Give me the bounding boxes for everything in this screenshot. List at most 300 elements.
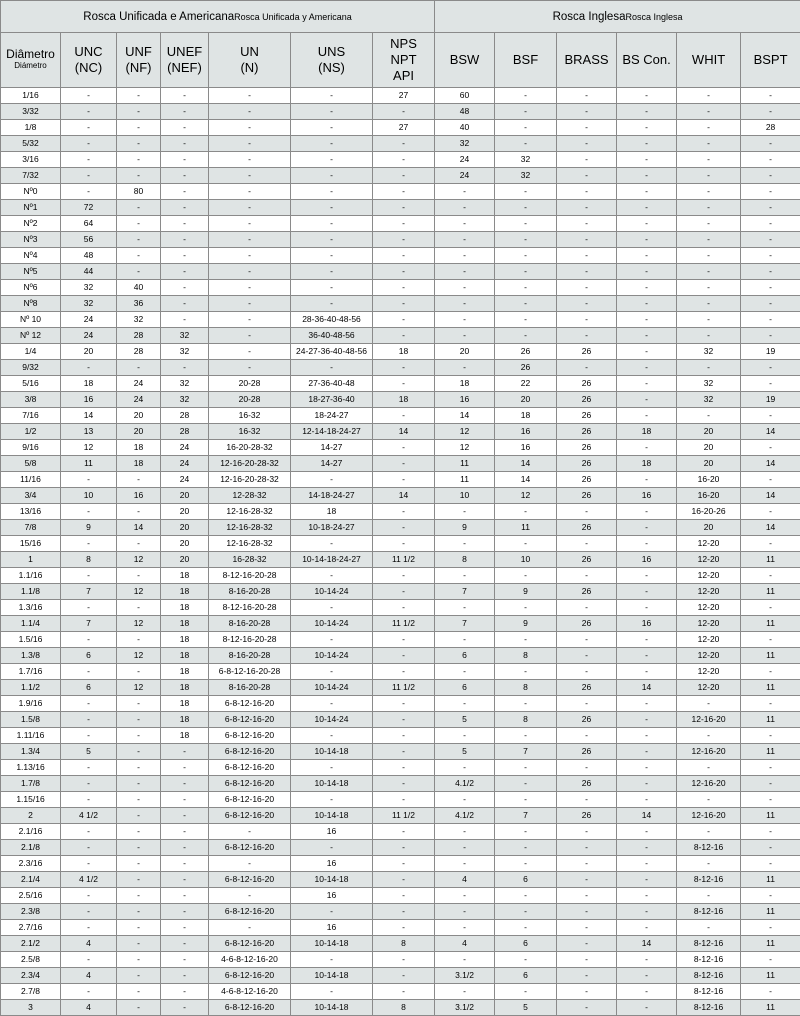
table-cell: - — [741, 472, 800, 488]
table-cell: 12-14-18-24-27 — [291, 424, 373, 440]
table-cell: - — [617, 584, 677, 600]
table-cell: 6 — [435, 680, 495, 696]
diameter-cell: Nº4 — [1, 248, 61, 264]
col-header — [617, 33, 677, 88]
table-cell: - — [677, 328, 741, 344]
table-cell: - — [557, 632, 617, 648]
table-cell: - — [209, 312, 291, 328]
table-cell: 6-8-12-16-20 — [209, 872, 291, 888]
table-cell: - — [741, 376, 800, 392]
table-cell: 5 — [435, 712, 495, 728]
table-cell: 8 — [495, 648, 557, 664]
table-cell: 11 — [741, 616, 800, 632]
table-row — [1, 776, 800, 792]
table-row — [1, 520, 800, 536]
diameter-cell: 5/8 — [1, 456, 61, 472]
table-cell: - — [557, 968, 617, 984]
table-cell: - — [617, 568, 677, 584]
table-cell: - — [741, 152, 800, 168]
table-cell: - — [61, 472, 117, 488]
table-cell: - — [161, 808, 209, 824]
table-cell: - — [495, 504, 557, 520]
diameter-cell: Nº0 — [1, 184, 61, 200]
table-cell: 5 — [495, 1000, 557, 1016]
table-cell: - — [677, 104, 741, 120]
diameter-cell: 1.9/16 — [1, 696, 61, 712]
table-cell: - — [373, 216, 435, 232]
table-cell: - — [117, 232, 161, 248]
table-cell: - — [741, 952, 800, 968]
table-cell: 4 1/2 — [61, 808, 117, 824]
table-cell: - — [209, 264, 291, 280]
table-cell: - — [291, 184, 373, 200]
table-cell: 11 — [741, 808, 800, 824]
table-cell: 12 — [117, 552, 161, 568]
table-row — [1, 920, 800, 936]
table-cell: - — [617, 824, 677, 840]
table-cell: 12 — [435, 440, 495, 456]
table-cell: - — [617, 296, 677, 312]
col-header-line: UNEF — [161, 44, 208, 60]
table-cell: 20 — [161, 488, 209, 504]
table-cell: 12-16-28-32 — [209, 504, 291, 520]
table-cell: - — [373, 296, 435, 312]
table-cell: 26 — [557, 680, 617, 696]
table-cell: 16-32 — [209, 408, 291, 424]
table-cell: - — [495, 264, 557, 280]
table-cell: - — [495, 792, 557, 808]
table-cell: - — [435, 200, 495, 216]
table-cell: - — [435, 728, 495, 744]
table-cell: - — [741, 792, 800, 808]
col-header-line: NPT — [373, 52, 434, 68]
table-row — [1, 728, 800, 744]
table-cell: 18 — [373, 392, 435, 408]
table-cell: - — [373, 600, 435, 616]
table-cell: 14-27 — [291, 456, 373, 472]
diameter-cell: 2.1/2 — [1, 936, 61, 952]
table-cell: 6 — [61, 680, 117, 696]
table-cell: 12 — [435, 424, 495, 440]
table-cell: 12-28-32 — [209, 488, 291, 504]
table-cell: - — [741, 88, 800, 104]
table-cell: - — [617, 120, 677, 136]
diameter-cell: Nº 12 — [1, 328, 61, 344]
table-cell: 8 — [495, 712, 557, 728]
table-cell: - — [373, 856, 435, 872]
table-cell: - — [741, 328, 800, 344]
table-cell: - — [209, 920, 291, 936]
diameter-cell: 3/32 — [1, 104, 61, 120]
table-row — [1, 584, 800, 600]
table-cell: 6-8-12-16-20 — [209, 712, 291, 728]
diameter-cell: 11/16 — [1, 472, 61, 488]
table-cell: - — [373, 728, 435, 744]
table-cell: - — [495, 200, 557, 216]
table-cell: 16 — [291, 824, 373, 840]
table-cell: - — [209, 104, 291, 120]
table-cell: - — [677, 168, 741, 184]
table-cell: - — [209, 184, 291, 200]
table-cell: - — [117, 632, 161, 648]
table-cell: 32 — [677, 344, 741, 360]
table-cell: 26 — [557, 456, 617, 472]
table-cell: - — [741, 760, 800, 776]
table-cell: - — [61, 104, 117, 120]
table-cell: 8-12-16-20-28 — [209, 568, 291, 584]
diameter-cell: 5/32 — [1, 136, 61, 152]
table-cell: 10-14-24 — [291, 616, 373, 632]
table-cell: 72 — [61, 200, 117, 216]
table-cell: 12 — [117, 680, 161, 696]
table-cell: - — [373, 136, 435, 152]
table-cell: - — [617, 408, 677, 424]
table-cell: 11 — [435, 456, 495, 472]
table-cell: - — [557, 568, 617, 584]
table-cell: - — [617, 136, 677, 152]
col-header — [741, 33, 800, 88]
table-cell: - — [495, 312, 557, 328]
table-cell: 6 — [61, 648, 117, 664]
table-cell: - — [373, 968, 435, 984]
table-cell: 13 — [61, 424, 117, 440]
table-cell: 18 — [161, 712, 209, 728]
diameter-cell: 2.7/16 — [1, 920, 61, 936]
table-cell: 6 — [495, 936, 557, 952]
table-cell: - — [373, 824, 435, 840]
table-cell: 16-32 — [209, 424, 291, 440]
diameter-cell: 1.1/4 — [1, 616, 61, 632]
table-cell: 18 — [291, 504, 373, 520]
table-cell: - — [291, 472, 373, 488]
table-cell: - — [557, 216, 617, 232]
table-cell: - — [557, 104, 617, 120]
diameter-cell: 7/16 — [1, 408, 61, 424]
table-cell: 20-28 — [209, 376, 291, 392]
table-cell: 32 — [677, 392, 741, 408]
table-cell: 11 — [435, 472, 495, 488]
diameter-cell: 2.3/4 — [1, 968, 61, 984]
table-cell: 12-16-20 — [677, 712, 741, 728]
table-cell: 32 — [495, 168, 557, 184]
col-header — [495, 33, 557, 88]
table-cell: - — [495, 760, 557, 776]
diameter-cell: Nº2 — [1, 216, 61, 232]
table-cell: - — [291, 536, 373, 552]
table-cell: - — [209, 88, 291, 104]
table-cell: - — [373, 568, 435, 584]
table-cell: - — [161, 776, 209, 792]
table-cell: 36-40-48-56 — [291, 328, 373, 344]
table-cell: 14 — [741, 456, 800, 472]
table-cell: 32 — [117, 312, 161, 328]
table-cell: - — [117, 856, 161, 872]
table-cell: - — [291, 792, 373, 808]
table-cell: - — [373, 408, 435, 424]
table-cell: 32 — [495, 152, 557, 168]
table-cell: 18 — [161, 728, 209, 744]
diameter-cell: 1.1/16 — [1, 568, 61, 584]
table-cell: - — [557, 360, 617, 376]
table-cell: - — [435, 296, 495, 312]
col-header-line: (NC) — [61, 60, 116, 76]
table-cell: - — [495, 184, 557, 200]
table-cell: - — [373, 952, 435, 968]
table-row — [1, 216, 800, 232]
table-cell: - — [741, 728, 800, 744]
table-cell: 8 — [435, 552, 495, 568]
col-header-line: (NF) — [117, 60, 160, 76]
table-cell: 20 — [677, 424, 741, 440]
table-cell: 16 — [291, 888, 373, 904]
table-row — [1, 280, 800, 296]
table-cell: - — [161, 168, 209, 184]
table-cell: - — [741, 216, 800, 232]
table-cell: 14-27 — [291, 440, 373, 456]
table-cell: - — [291, 664, 373, 680]
table-cell: - — [117, 1000, 161, 1016]
table-cell: 20 — [495, 392, 557, 408]
table-cell: 18 — [161, 584, 209, 600]
table-cell: - — [117, 200, 161, 216]
table-row — [1, 168, 800, 184]
table-cell: 10-14-18 — [291, 1000, 373, 1016]
table-cell: 11 — [741, 680, 800, 696]
table-row — [1, 792, 800, 808]
table-cell: - — [161, 760, 209, 776]
table-cell: - — [373, 776, 435, 792]
diameter-cell: 9/32 — [1, 360, 61, 376]
table-cell: - — [161, 136, 209, 152]
table-cell: - — [291, 104, 373, 120]
table-cell: - — [373, 168, 435, 184]
diameter-cell: 1.1/2 — [1, 680, 61, 696]
table-cell: - — [741, 184, 800, 200]
table-cell: 26 — [557, 408, 617, 424]
table-row — [1, 840, 800, 856]
col-header-line: UNS — [291, 44, 372, 60]
table-cell: - — [209, 168, 291, 184]
diameter-cell: 1.1/8 — [1, 584, 61, 600]
table-cell: 32 — [161, 344, 209, 360]
table-cell: - — [557, 648, 617, 664]
table-cell: - — [117, 872, 161, 888]
table-cell: - — [495, 984, 557, 1000]
table-cell: - — [741, 824, 800, 840]
table-cell: - — [161, 744, 209, 760]
table-cell: - — [741, 280, 800, 296]
table-cell: - — [677, 152, 741, 168]
table-cell: - — [741, 312, 800, 328]
col-header-diameter-sub: Diámetro — [1, 60, 60, 71]
table-cell: - — [677, 184, 741, 200]
table-row — [1, 744, 800, 760]
table-cell: - — [741, 200, 800, 216]
table-cell: - — [117, 984, 161, 1000]
col-header-line: (N) — [209, 60, 290, 76]
table-cell: 20 — [161, 536, 209, 552]
table-cell: 26 — [557, 376, 617, 392]
table-cell: - — [741, 696, 800, 712]
table-cell: - — [557, 296, 617, 312]
table-cell: 24 — [161, 456, 209, 472]
table-cell: - — [373, 376, 435, 392]
table-cell: - — [741, 504, 800, 520]
table-cell: - — [373, 248, 435, 264]
table-cell: - — [161, 968, 209, 984]
table-row — [1, 632, 800, 648]
table-cell: 11 — [61, 456, 117, 472]
table-cell: - — [61, 568, 117, 584]
table-cell: 10 — [435, 488, 495, 504]
table-cell: - — [617, 872, 677, 888]
group-english-title: Rosca Inglesa — [553, 11, 626, 23]
table-cell: - — [291, 264, 373, 280]
table-cell: 12-20 — [677, 536, 741, 552]
table-cell: - — [117, 360, 161, 376]
col-header-line: UN — [209, 44, 290, 60]
table-cell: 11 — [741, 648, 800, 664]
table-cell: - — [435, 216, 495, 232]
diameter-cell: 3/16 — [1, 152, 61, 168]
table-cell: 12-16-20-28-32 — [209, 456, 291, 472]
table-cell: 6 — [495, 968, 557, 984]
table-cell: - — [291, 760, 373, 776]
table-row — [1, 184, 800, 200]
table-cell: 32 — [161, 328, 209, 344]
table-cell: - — [291, 728, 373, 744]
table-cell: - — [557, 1000, 617, 1016]
table-row — [1, 88, 800, 104]
col-header-line: UNC — [61, 44, 116, 60]
table-cell: - — [617, 392, 677, 408]
table-cell: 26 — [557, 392, 617, 408]
table-cell: - — [117, 824, 161, 840]
table-cell: 4 — [435, 936, 495, 952]
table-cell: - — [741, 984, 800, 1000]
table-cell: 24 — [435, 152, 495, 168]
table-cell: 16-20 — [677, 488, 741, 504]
table-cell: 12 — [117, 616, 161, 632]
table-cell: 14 — [741, 424, 800, 440]
col-header — [435, 33, 495, 88]
table-cell: 12 — [61, 440, 117, 456]
table-cell: 12 — [117, 584, 161, 600]
diameter-cell: Nº5 — [1, 264, 61, 280]
table-row — [1, 200, 800, 216]
table-cell: - — [209, 280, 291, 296]
table-cell: 11 1/2 — [373, 808, 435, 824]
col-header — [677, 33, 741, 88]
table-cell: 24 — [117, 392, 161, 408]
table-cell: - — [61, 792, 117, 808]
table-cell: - — [557, 248, 617, 264]
col-header-line: NPS — [373, 36, 434, 52]
table-cell: - — [617, 728, 677, 744]
table-cell: 18 — [161, 648, 209, 664]
table-cell: 26 — [557, 520, 617, 536]
table-cell: - — [435, 888, 495, 904]
table-cell: 4 — [61, 968, 117, 984]
table-cell: - — [117, 696, 161, 712]
table-cell: - — [373, 456, 435, 472]
table-cell: - — [557, 824, 617, 840]
col-header-line: WHIT — [677, 52, 740, 68]
table-cell: - — [373, 648, 435, 664]
table-cell: - — [291, 952, 373, 968]
table-cell: 32 — [161, 376, 209, 392]
table-row — [1, 824, 800, 840]
col-header — [117, 33, 161, 88]
table-cell: - — [741, 248, 800, 264]
table-cell: - — [741, 264, 800, 280]
table-cell: 18 — [161, 632, 209, 648]
table-cell: 12-20 — [677, 616, 741, 632]
col-header-line: UNF — [117, 44, 160, 60]
table-cell: - — [161, 280, 209, 296]
table-cell: - — [495, 104, 557, 120]
table-cell: 12-20 — [677, 584, 741, 600]
table-cell: - — [291, 840, 373, 856]
diameter-cell: 1.7/8 — [1, 776, 61, 792]
table-cell: - — [291, 216, 373, 232]
table-cell: 7 — [435, 616, 495, 632]
table-cell: 24 — [435, 168, 495, 184]
table-cell: 5 — [61, 744, 117, 760]
table-cell: - — [291, 696, 373, 712]
table-cell: 8-12-16 — [677, 872, 741, 888]
table-cell: - — [435, 600, 495, 616]
table-row — [1, 536, 800, 552]
table-cell: - — [291, 168, 373, 184]
table-cell: 64 — [61, 216, 117, 232]
table-row — [1, 456, 800, 472]
table-row — [1, 1000, 800, 1016]
table-cell: - — [617, 504, 677, 520]
table-cell: 18 — [617, 424, 677, 440]
diameter-cell: 9/16 — [1, 440, 61, 456]
table-cell: 16-20 — [677, 472, 741, 488]
table-cell: - — [373, 904, 435, 920]
diameter-cell: 1/16 — [1, 88, 61, 104]
table-cell: 26 — [557, 584, 617, 600]
table-cell: - — [557, 264, 617, 280]
table-cell: - — [495, 88, 557, 104]
table-cell: - — [61, 184, 117, 200]
diameter-cell: 2.3/16 — [1, 856, 61, 872]
table-cell: - — [677, 216, 741, 232]
table-cell: - — [495, 248, 557, 264]
table-cell: - — [291, 200, 373, 216]
table-cell: 6 — [435, 648, 495, 664]
table-cell: 32 — [61, 296, 117, 312]
table-cell: - — [117, 808, 161, 824]
table-cell: - — [741, 840, 800, 856]
table-cell: 4 1/2 — [61, 872, 117, 888]
table-cell: - — [61, 696, 117, 712]
table-cell: 10-14-24 — [291, 680, 373, 696]
table-cell: - — [741, 296, 800, 312]
table-cell: - — [117, 840, 161, 856]
table-cell: 27 — [373, 120, 435, 136]
table-cell: - — [557, 856, 617, 872]
table-cell: - — [61, 776, 117, 792]
table-cell: - — [435, 632, 495, 648]
table-cell: 18 — [161, 696, 209, 712]
table-cell: - — [61, 88, 117, 104]
table-cell: - — [61, 664, 117, 680]
table-cell: 10-14-18 — [291, 872, 373, 888]
